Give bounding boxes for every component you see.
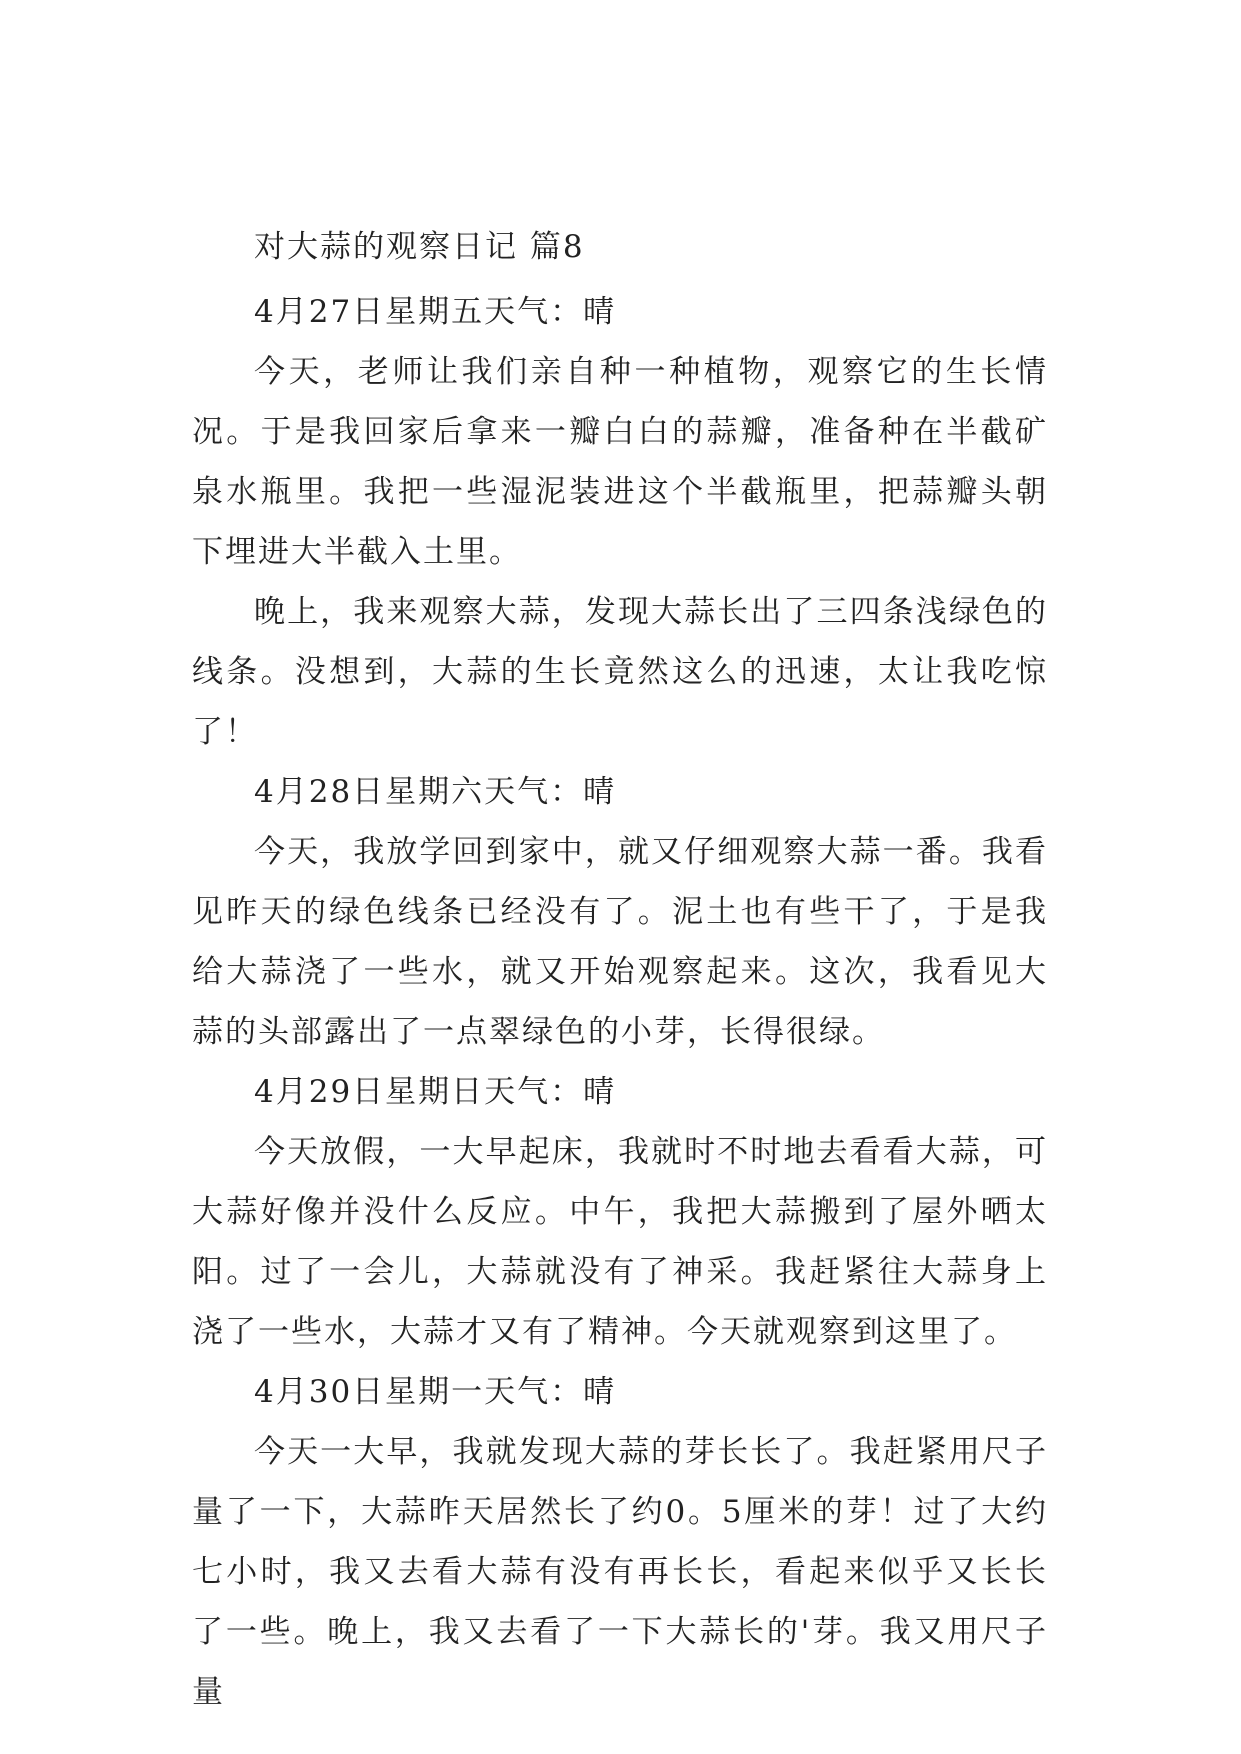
entry-paragraph: 晚上，我来观察大蒜，发现大蒜长出了三四条浅绿色的线条。没想到，大蒜的生长竟然这么的迅速，太让我吃惊了！ bbox=[192, 594, 1048, 750]
entry-date: 4月28日星期六天气：晴 bbox=[254, 774, 617, 810]
entry-date: 4月29日星期日天气：晴 bbox=[254, 1074, 617, 1110]
document-body bbox=[192, 212, 1048, 1722]
document-title: 对大蒜的观察日记 篇8 bbox=[254, 229, 585, 265]
entry-paragraph: 今天放假，一大早起床，我就时不时地去看看大蒜，可大蒜好像并没什么反应。中午，我把大蒜搬到了屋外晒太阳。过了一会儿，大蒜就没有了神采。我赶紧往大蒜身上浇了一些水，大蒜才又有了精神。今天就观察到这里了。 bbox=[192, 1134, 1048, 1350]
entry-paragraph: 今天，我放学回到家中，就又仔细观察大蒜一番。我看见昨天的绿色线条已经没有了。泥土也有些干了，于是我给大蒜浇了一些水，就又开始观察起来。这次，我看见大蒜的头部露出了一点翠绿色的小芽，长得很绿。 bbox=[192, 834, 1048, 1050]
entry-date: 4月30日星期一天气：晴 bbox=[254, 1374, 617, 1410]
entry-paragraph: 今天，老师让我们亲自种一种植物，观察它的生长情况。于是我回家后拿来一瓣白白的蒜瓣，准备种在半截矿泉水瓶里。我把一些湿泥装进这个半截瓶里，把蒜瓣头朝下埋进大半截入土里。 bbox=[192, 354, 1048, 570]
entry-paragraph: 今天一大早，我就发现大蒜的芽长长了。我赶紧用尺子量了一下，大蒜昨天居然长了约0。5厘米的芽！过了大约七小时，我又去看大蒜有没有再长长，看起来似乎又长长了一些。晚上，我又去看了一下大蒜长的'芽。我又用尺子量 bbox=[192, 1434, 1048, 1710]
entry-date: 4月27日星期五天气：晴 bbox=[254, 294, 617, 330]
